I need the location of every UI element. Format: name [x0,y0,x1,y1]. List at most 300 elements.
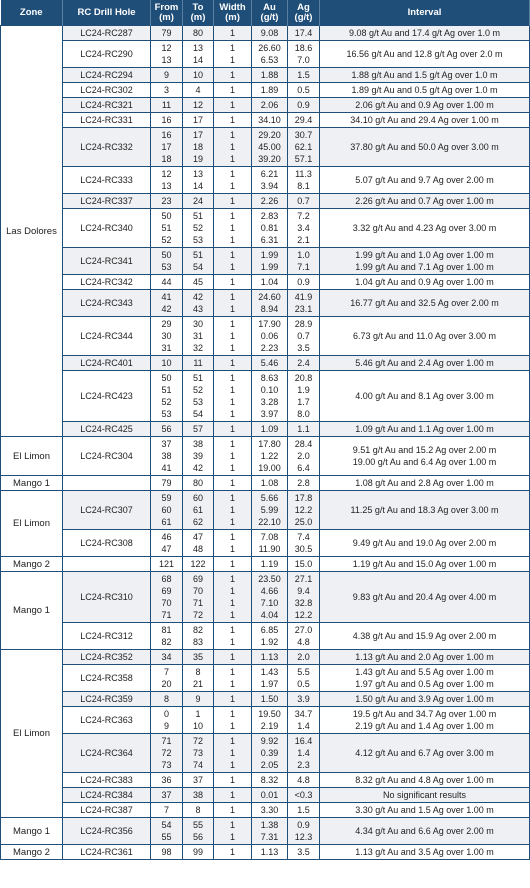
width-cell [214,209,252,248]
ag-value: 1.5 [297,70,310,80]
drill-hole-cell: LC24-RC423 [63,371,151,422]
au-value: 1.22 [260,451,279,461]
drill-hole-cell: LC24-RC310 [63,572,151,623]
au-value: 1.13 [260,652,279,662]
ag-value: 2.4 [297,358,310,368]
width-cell [214,650,252,665]
au-cell [252,734,288,773]
to-value: 57 [192,424,203,434]
to-value: 56 [192,832,203,842]
drill-hole-cell: LC24-RC294 [63,68,151,83]
to-value: 82 [192,625,203,635]
ag-cell [288,68,320,83]
interval-text: 1.13 g/t Au and 2.0 Ag over 1.00 m [355,652,494,662]
interval-text: 37.80 g/t Au and 50.0 Ag over 3.00 m [350,142,499,152]
ag-cell [288,530,320,557]
au-cell [252,476,288,491]
width-cell [214,707,252,734]
from-value: 10 [161,358,172,368]
from-value: 73 [161,760,172,770]
from-value: 51 [161,385,172,395]
header-width: Width (m) [214,0,252,26]
to-cell [183,194,214,209]
from-value: 30 [161,331,172,341]
au-cell [252,692,288,707]
header-ag: Ag (g/t) [288,0,320,26]
interval-text: 1.99 g/t Au and 7.1 Ag over 1.00 m [355,262,494,272]
width-cell [214,194,252,209]
to-cell [183,422,214,437]
from-cell [151,41,183,68]
drill-hole-cell: LC24-RC341 [63,248,151,275]
to-value: 51 [192,250,203,260]
au-cell [252,650,288,665]
interval-cell [320,113,530,128]
interval-text: 1.04 g/t Au and 0.9 Ag over 1.00 m [355,277,494,287]
drill-hole-cell: LC24-RC321 [63,98,151,113]
width-value: 1 [229,478,235,488]
ag-value: 3.9 [297,694,310,704]
ag-cell [288,623,320,650]
to-value: 17 [192,130,203,140]
to-value: 51 [192,373,203,383]
width-cell [214,572,252,623]
au-cell [252,68,288,83]
from-cell [151,290,183,317]
ag-cell [288,371,320,422]
ag-value: 2.1 [297,235,310,245]
from-value: 61 [161,517,172,527]
drill-hole-cell: LC24-RC344 [63,317,151,356]
au-cell [252,623,288,650]
width-value: 1 [229,115,235,125]
ag-value: 3.4 [297,223,310,233]
header-from: From (m) [151,0,183,26]
from-value: 79 [161,28,172,38]
from-cell [151,692,183,707]
width-value: 1 [229,805,235,815]
ag-value: 2.8 [297,478,310,488]
drill-hole-cell: LC24-RC333 [63,167,151,194]
au-value: 3.28 [260,397,279,407]
from-cell [151,248,183,275]
to-value: 48 [192,544,203,554]
au-value: 0.39 [260,748,279,758]
to-value: 1 [195,709,201,719]
from-value: 47 [161,544,172,554]
interval-text: 9.08 g/t Au and 17.4 g/t Ag over 1.0 m [348,28,501,38]
au-cell [252,437,288,476]
from-value: 42 [161,304,172,314]
header-row [1,0,530,26]
ag-cell [288,491,320,530]
ag-cell [288,113,320,128]
interval-text: No significant results [382,790,467,800]
from-cell [151,356,183,371]
to-value: 51 [192,211,203,221]
ag-value: 7.0 [297,55,310,65]
interval-text: 3.32 g/t Au and 4.23 Ag over 3.00 m [352,223,497,233]
interval-cell [320,248,530,275]
ag-cell [288,290,320,317]
width-cell [214,665,252,692]
au-cell [252,317,288,356]
from-cell [151,167,183,194]
table-row [1,557,530,572]
au-value: 1.88 [260,70,279,80]
interval-text: 16.77 g/t Au and 32.5 Ag over 2.00 m [350,298,499,308]
ag-value: <0.3 [294,790,313,800]
width-value: 1 [229,70,235,80]
ag-cell [288,275,320,290]
from-value: 68 [161,574,172,584]
to-value: 53 [192,397,203,407]
to-value: 72 [192,736,203,746]
table-row [1,68,530,83]
to-value: 8 [195,667,201,677]
au-cell [252,128,288,167]
to-value: 83 [192,637,203,647]
au-value: 1.09 [260,424,279,434]
from-value: 52 [161,397,172,407]
interval-text: 1.19 g/t Au and 15.0 Ag over 1.00 m [352,559,497,569]
drill-hole-cell: LC24-RC356 [63,818,151,845]
width-value: 1 [229,820,235,830]
ag-value: 0.7 [297,331,310,341]
ag-value: 1.4 [297,721,310,731]
header-rc-drill-hole: RC Drill Hole [63,0,151,26]
ag-cell [288,83,320,98]
from-value: 8 [163,694,169,704]
width-value: 1 [229,409,235,419]
interval-cell [320,83,530,98]
au-value: 11.90 [258,544,281,554]
to-cell [183,491,214,530]
au-value: 1.08 [260,478,279,488]
width-value: 1 [229,385,235,395]
from-value: 36 [161,775,172,785]
to-value: 52 [192,223,203,233]
ag-value: 28.4 [294,439,313,449]
from-value: 20 [161,679,172,689]
to-value: 13 [192,43,203,53]
width-value: 1 [229,463,235,473]
width-cell [214,845,252,860]
interval-text: 1.89 g/t Au and 0.5 g/t Ag over 1.0 m [351,85,498,95]
from-value: 54 [161,820,172,830]
au-value: 0.06 [260,331,279,341]
interval-cell [320,845,530,860]
au-value: 2.26 [260,196,279,206]
au-value: 1.38 [260,820,279,830]
interval-cell [320,26,530,41]
width-value: 1 [229,262,235,272]
ag-value: 0.9 [297,100,310,110]
interval-cell [320,734,530,773]
interval-cell [320,476,530,491]
interval-text: 9.49 g/t Au and 19.0 Ag over 2.00 m [352,538,497,548]
au-cell [252,209,288,248]
interval-cell [320,530,530,557]
from-value: 3 [163,85,169,95]
width-value: 1 [229,196,235,206]
width-cell [214,773,252,788]
au-value: 2.06 [260,100,279,110]
interval-text: 1.13 g/t Au and 3.5 Ag over 1.00 m [355,847,494,857]
ag-cell [288,167,320,194]
width-cell [214,83,252,98]
from-value: 69 [161,586,172,596]
width-value: 1 [229,679,235,689]
from-value: 46 [161,532,172,542]
au-value: 3.94 [260,181,279,191]
to-value: 31 [192,331,203,341]
au-value: 1.97 [260,679,279,689]
zone-cell: El Limon [1,491,63,557]
to-value: 4 [195,85,201,95]
to-value: 11 [193,358,203,368]
drill-hole-cell: LC24-RC361 [63,845,151,860]
ag-cell [288,803,320,818]
au-value: 1.89 [260,85,279,95]
to-value: 30 [192,319,203,329]
drill-hole-cell: LC24-RC332 [63,128,151,167]
zone-cell: Las Dolores [1,26,63,437]
ag-value: 1.7 [297,397,310,407]
table-row [1,26,530,41]
interval-cell [320,818,530,845]
ag-value: 6.4 [297,463,310,473]
interval-text: 9.83 g/t Au and 20.4 Ag over 4.00 m [352,592,497,602]
width-value: 1 [229,235,235,245]
to-value: 53 [192,235,203,245]
to-value: 99 [192,847,203,857]
to-value: 55 [192,820,203,830]
to-value: 60 [192,493,203,503]
to-cell [183,275,214,290]
to-cell [183,623,214,650]
to-cell [183,803,214,818]
interval-text: 1.88 g/t Au and 1.5 g/t Ag over 1.0 m [351,70,498,80]
width-value: 1 [229,847,235,857]
au-value: 7.10 [260,598,279,608]
ag-value: 12.2 [294,610,313,620]
interval-text: 2.19 g/t Au and 1.4 Ag over 1.00 m [355,721,494,731]
ag-cell [288,128,320,167]
width-value: 1 [229,154,235,164]
au-cell [252,83,288,98]
interval-cell [320,572,530,623]
au-value: 4.04 [260,610,279,620]
ag-cell [288,26,320,41]
au-cell [252,845,288,860]
from-value: 9 [163,70,169,80]
ag-cell [288,773,320,788]
width-value: 1 [229,277,235,287]
table-row [1,422,530,437]
interval-text: 9.51 g/t Au and 15.2 Ag over 2.00 m [352,445,497,455]
ag-cell [288,557,320,572]
ag-value: 0.5 [297,85,310,95]
interval-cell [320,371,530,422]
to-value: 10 [192,721,203,731]
to-value: 72 [192,610,203,620]
width-value: 1 [229,304,235,314]
au-value: 3.30 [260,805,279,815]
to-value: 9 [195,694,201,704]
from-value: 53 [161,262,172,272]
au-cell [252,113,288,128]
table-row [1,572,530,623]
au-cell [252,41,288,68]
width-value: 1 [229,790,235,800]
au-value: 6.21 [260,169,279,179]
width-value: 1 [229,709,235,719]
ag-value: 29.4 [294,115,313,125]
from-cell [151,98,183,113]
au-value: 22.10 [258,517,281,527]
au-cell [252,194,288,209]
table-row [1,734,530,773]
width-cell [214,167,252,194]
from-value: 60 [161,505,172,515]
from-cell [151,734,183,773]
from-cell [151,371,183,422]
ag-value: 27.0 [294,625,313,635]
from-value: 121 [158,559,175,569]
to-cell [183,128,214,167]
from-value: 98 [161,847,172,857]
to-cell [183,167,214,194]
ag-value: 4.8 [297,775,310,785]
from-cell [151,650,183,665]
width-value: 1 [229,319,235,329]
to-value: 38 [192,790,203,800]
au-cell [252,248,288,275]
au-value: 39.20 [258,154,281,164]
table-row [1,788,530,803]
interval-cell [320,290,530,317]
width-value: 1 [229,832,235,842]
au-cell [252,275,288,290]
au-cell [252,530,288,557]
au-value: 8.94 [260,304,279,314]
ag-cell [288,572,320,623]
zone-cell: Mango 1 [1,476,63,491]
ag-cell [288,476,320,491]
from-value: 55 [161,832,172,842]
to-cell [183,788,214,803]
width-cell [214,491,252,530]
from-cell [151,572,183,623]
from-cell [151,83,183,98]
interval-text: 1.43 g/t Au and 5.5 Ag over 1.00 m [355,667,494,677]
from-value: 16 [161,130,172,140]
au-value: 7.08 [260,532,279,542]
interval-cell [320,128,530,167]
drill-hole-cell: LC24-RC302 [63,83,151,98]
table-row [1,845,530,860]
au-value: 5.66 [260,493,279,503]
au-value: 0.01 [260,790,279,800]
ag-cell [288,665,320,692]
drill-hole-cell: LC24-RC401 [63,356,151,371]
interval-text: 1.08 g/t Au and 2.8 Ag over 1.00 m [355,478,494,488]
width-cell [214,248,252,275]
width-value: 1 [229,694,235,704]
interval-cell [320,167,530,194]
to-value: 70 [192,586,203,596]
au-value: 23.50 [258,574,281,584]
to-value: 32 [192,343,203,353]
interval-cell [320,803,530,818]
ag-cell [288,692,320,707]
from-value: 0 [163,709,169,719]
ag-cell [288,317,320,356]
to-value: 52 [192,385,203,395]
table-row [1,113,530,128]
from-value: 41 [161,463,172,473]
au-value: 1.99 [260,262,279,272]
to-value: 45 [192,277,203,287]
table-row [1,437,530,476]
au-value: 6.85 [260,625,279,635]
au-value: 5.46 [260,358,279,368]
interval-cell [320,665,530,692]
interval-text: 4.00 g/t Au and 8.1 Ag over 3.00 m [355,391,494,401]
ag-value: 32.8 [294,598,313,608]
au-cell [252,98,288,113]
drill-hole-cell: LC24-RC387 [63,803,151,818]
au-value: 1.50 [260,694,279,704]
from-value: 37 [161,439,172,449]
interval-text: 6.73 g/t Au and 11.0 Ag over 3.00 m [353,331,496,341]
to-value: 17 [192,115,203,125]
width-value: 1 [229,544,235,554]
interval-cell [320,275,530,290]
width-cell [214,275,252,290]
width-cell [214,803,252,818]
width-value: 1 [229,517,235,527]
ag-value: 12.3 [294,832,313,842]
to-value: 39 [192,451,203,461]
from-cell [151,317,183,356]
au-cell [252,665,288,692]
to-value: 14 [192,55,203,65]
drill-hole-cell: LC24-RC290 [63,41,151,68]
width-value: 1 [229,142,235,152]
au-value: 9.92 [260,736,279,746]
zone-cell: Mango 1 [1,572,63,650]
from-value: 13 [161,181,172,191]
from-cell [151,707,183,734]
interval-cell [320,356,530,371]
from-cell [151,845,183,860]
width-cell [214,317,252,356]
au-cell [252,356,288,371]
drill-hole-cell: LC24-RC358 [63,665,151,692]
width-value: 1 [229,505,235,515]
width-cell [214,557,252,572]
from-value: 17 [161,142,172,152]
from-cell [151,623,183,650]
au-cell [252,557,288,572]
ag-value: 28.9 [294,319,313,329]
width-cell [214,818,252,845]
from-cell [151,194,183,209]
drill-hole-cell: LC24-RC308 [63,530,151,557]
from-value: 34 [161,652,172,662]
